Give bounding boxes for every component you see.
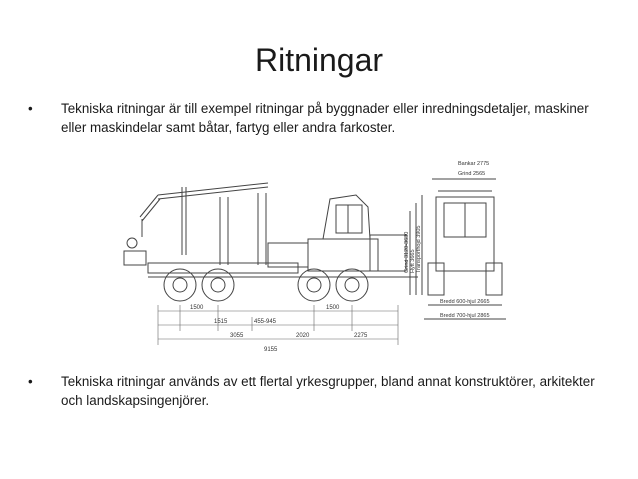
bullet-text: Tekniska ritningar används av ett flertal yrkesgrupper, bland annat konstruktörer, arkitekter och landskapsingenjörer. [61,374,595,408]
forwarder-technical-drawing [118,155,518,355]
front-dimension-label: Bredd 700-hjul 2865 [440,313,490,319]
bullet-marker: • [28,101,33,116]
front-dimension-label: Grind 3120-3630 [404,231,410,273]
front-dimension-label: Bredd 600-hjul 2665 [440,299,490,305]
dimension-label: 3055 [230,333,244,339]
bullet-marker: • [28,374,33,389]
bullet-item-2 [28,372,608,410]
dimension-label: 2275 [354,333,368,339]
forwarder-front-view [410,179,506,319]
bullet-text: Tekniska ritningar är till exempel ritningar på byggnader eller inredningsdetaljer, maskiner eller maskindelar samt båtar, fartyg eller andra farkoster. [61,101,589,135]
forwarder-side-view [124,183,418,301]
dimension-label: 1500 [326,305,340,311]
slide-title: Ritningar [254,42,384,78]
side-view-dimension-labels [190,305,368,353]
dimension-label: 9155 [264,347,278,353]
dimension-label: 455-945 [254,319,277,325]
front-dimension-label: Grind 2565 [458,171,486,177]
dimension-label: 2020 [296,333,310,339]
front-dimension-label: Transporthöjd 3905 [416,225,422,273]
dimension-label: 1500 [190,305,204,311]
front-view-labels [404,161,490,319]
front-dimension-label: Bankar 2775 [458,161,490,167]
front-dimension-label: Hytt 3665 [410,249,416,273]
side-view-dimension-lines [158,305,398,345]
bullet-item-1 [28,99,608,137]
dimension-label: 1515 [214,319,228,325]
